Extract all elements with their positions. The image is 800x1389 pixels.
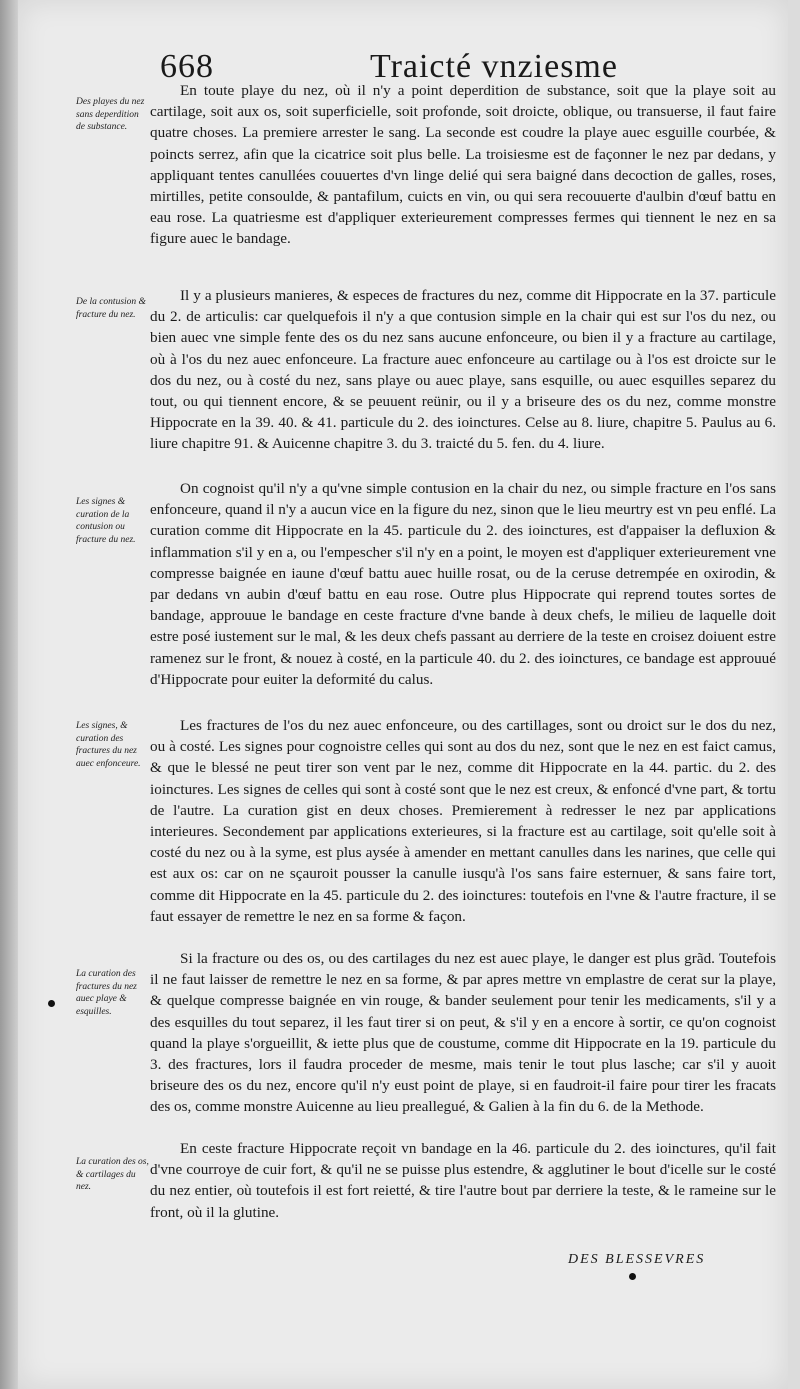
paragraph-3: On cognoist qu'il n'y a qu'vne simple contusion en la chair du nez, ou simple fracture en l'os sans enfonceure, quand il n'y a aucun vice en la figure du nez, sinon que le lieu meurtry est vn peu enflé. La curation comme dit Hippocrate en la 45. particule du 2. des ioinctures, est d'appaiser la defluxion & inflammation s'il y en a, ou l'empescher s'il n'y en a point, le moyen est d'appliquer exterieurement vne compresse baignée en iaune d'œuf battu auec huille rosat, ou de la ceruse detrempée en oxirodin, & par dedans vn aubin d'œuf battu en eau rose. Outre plus Hippocrate qui reprend toutes sortes de bandage, approuue le bandage en ceste fracture d'vne bande à deux chefs, le milieu de laquelle doit estre posé iustement sur le mal, & les deux chefs passant au derriere de la teste en croisez doiuent estre ramenez sur le front, & nouez à costé, en la particule 40. du 2. des ioinctures, ce bandage est approuué d'Hippocrate pour euiter la deformité du calus. <box>150 480 776 688</box>
book-spine-shadow <box>0 0 18 1389</box>
ink-dot <box>629 1273 636 1280</box>
margin-note: De la contusion & fracture du nez. <box>76 297 146 320</box>
book-page <box>18 0 788 1389</box>
margin-note: Les signes & curation de la contusion ou fracture du nez. <box>76 497 136 545</box>
running-title: Traicté vnziesme <box>370 48 618 85</box>
ink-dot <box>48 1000 55 1007</box>
catchword: DES BLESSEVRES <box>568 1252 706 1267</box>
paragraph-6: En ceste fracture Hippocrate reçoit vn bandage en la 46. particule du 2. des ioinctures, qu'il fait d'vne courroye de cuir fort, & qu'il ne se puisse plus estendre, & agglutiner le bout d'icelle sur le costé du nez entier, où toutefois il est fort reietté, & tire l'autre bout par derriere la teste, & le rameine sur le front, où il la glutine. <box>150 1140 776 1221</box>
paragraph-2: Il y a plusieurs manieres, & especes de fractures du nez, comme dit Hippocrate en la 37. particule du 2. de articulis: car quelquefois il n'y a que contusion simple en la chair qui est sur l'os du nez, ou bien auec vne simple fente des os du nez sans aucune enfonceure, ou bien il y a fracture au cartilage, où à l'os du nez auec enfonceure. La fracture auec enfonceure au cartilage ou à l'os est droicte sur le dos du nez, ou à costé du nez, sans playe ou auec playe, sans esquille, ou auec esquilles separez du tout, ou qui tiennent encore, & se peuuent reünir, ou il y a briseure des os du nez, comme monstre Hippocrate en la 39. 40. & 41. particule du 2. des ioinctures. Celse au 8. liure, chapitre 5. Paulus au 6. liure chapitre 91. & Auicenne chapitre 3. du 3. traicté du 5. fen. du 4. liure. <box>150 287 776 453</box>
page-number: 668 <box>160 48 214 85</box>
paragraph-4: Les fractures de l'os du nez auec enfonceure, ou des cartillages, sont ou droict sur le dos du nez, ou à costé. Les signes pour cognoistre celles qui sont au dos du nez, sont que le nez en est faict camus, & que le blessé ne peut tirer son vent par le nez, comme dit Hippocrate en la 44. partic. du 2. des ioinctures. Les signes de celles qui sont à costé sont que le nez est creux, & enfoncé d'vne part, & tortu de l'autre. La curation gist en deux choses. Premierement à redresser le nez par applications interieures. Secondement par applications exterieures, si la fracture est au cartilage, soit qu'elle soit à costé du nez ou à la syme, est plus aysée à amender en mettant canulles dans les narines, que celle qui est aux os: car on ne sçauroit pousser la canulle iusqu'à l'os sans faire esternuer, & sans faire tort, comme dit Hippocrate en la 45. particule du 2. des ioinctures: toutefois en l'vne & l'autre fracture, il se faut essayer de remettre le nez en sa forme & façon. <box>150 717 776 925</box>
margin-note: La curation des os, & cartilages du nez. <box>76 1157 149 1192</box>
paragraph-1: En toute playe du nez, où il n'y a point deperdition de substance, soit que la playe soit au cartilage, soit aux os, soit superficielle, soit profonde, soit droicte, oblique, ou transuerse, il faut faire quatre choses. La premiere arrester le sang. La seconde est coudre la playe auec esguille courbée, & poincts serrez, afin que la cicatrice soit plus belle. La troisiesme est de façonner le nez par dedans, y appliquant tentes canullées couuertes d'vn linge delié qui sera baigné dans decoction de galles, roses, mirtilles, petite consoulde, & pantafilum, cuicts en vin, ou qui sera recouuerte d'aulbin d'œuf battu en eau rose. La quatriesme est d'appliquer exterieurement compresses fermes qui tiennent le nez en sa figure auec le bandage. <box>150 82 776 248</box>
margin-note: Des playes du nez sans deperdition de substance. <box>76 97 145 132</box>
margin-note: La curation des fractures du nez auec playe & esquilles. <box>76 969 137 1017</box>
paragraph-5: Si la fracture ou des os, ou des cartilages du nez est auec playe, le danger est plus grãd. Toutefois il ne faut laisser de remettre le nez en sa forme, & par apres mettre vn emplastre de cerat sur la playe, & quelque compresse baignée en vin rouge, & bander seulement pour tenir les medicaments, s'il y a des esquilles du tout separez, il les faut tirer si on peut, & s'il y en a encore à sortir, ce qu'on cognoist quand la playe s'orgueillit, & iette plus que de coustume, comme dit Hippocrate en la 19. particule du 3. des fractures, lors il faudra proceder de mesme, mais tenir le tout plus lasche; car s'il y auoit briseure des os du nez, encore qu'il n'y eust point de playe, si en faudroit-il faire pour tirer les fracats des os, comme monstre Auicenne au lieu preallegué, & Galien à la fin du 6. de la Methode. <box>150 950 776 1116</box>
margin-note: Les signes, & curation des fractures du nez auec enfonceure. <box>76 721 141 769</box>
